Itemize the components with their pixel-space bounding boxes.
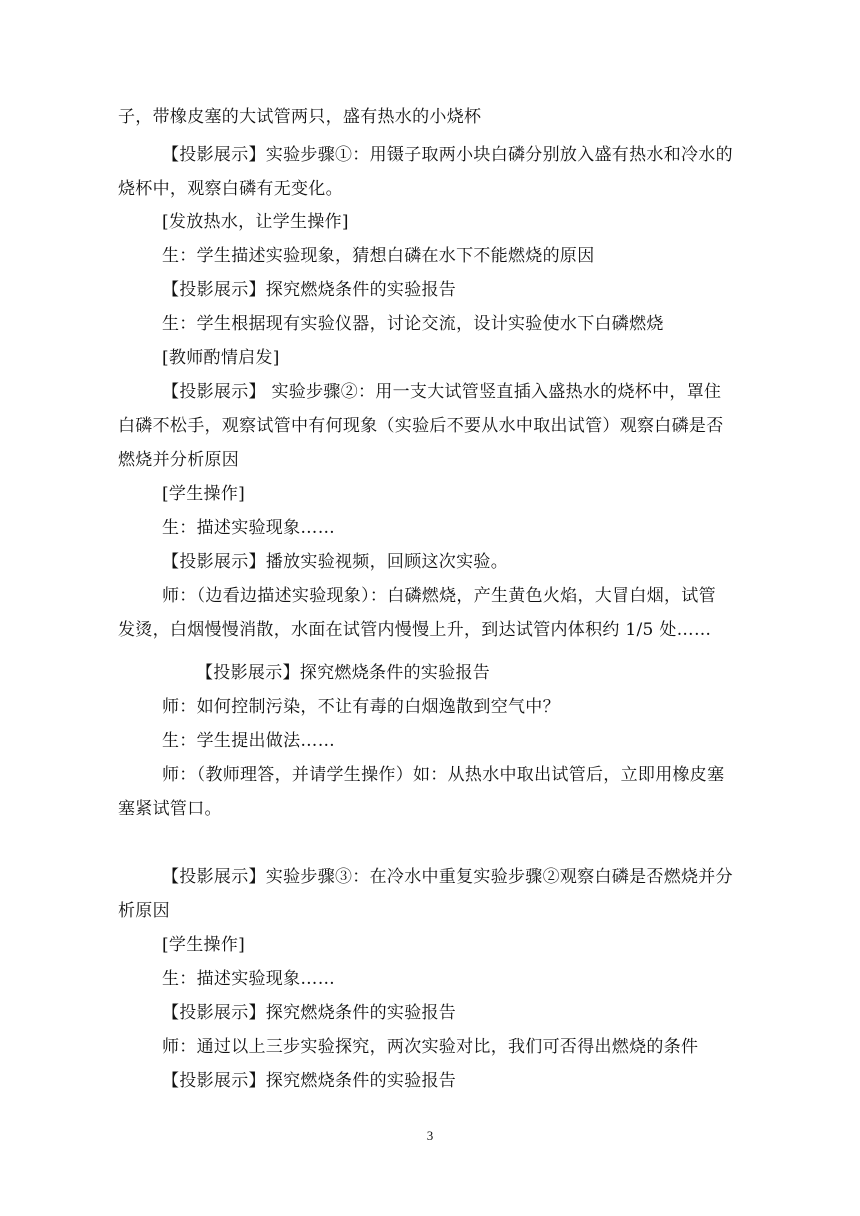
text-line: 【投影展示】播放实验视频，回顾这次实验。: [162, 552, 508, 572]
text-line: 发烫，白烟慢慢消散，水面在试管内慢慢上升，到达试管内体积约 1/5 处……: [118, 620, 712, 640]
text-line: 师：（教师理答，并请学生操作）如：从热水中取出试管后，立即用橡皮塞: [162, 765, 725, 785]
text-line: 生：描述实验现象……: [162, 518, 335, 538]
text-line: 【投影展示】实验步骤①：用镊子取两小块白磷分别放入盛有热水和冷水的: [162, 145, 733, 165]
text-line: 生：学生提出做法……: [162, 731, 335, 751]
text-line: [学生操作]: [162, 484, 246, 504]
text-line: 【投影展示】探究燃烧条件的实验报告: [162, 280, 457, 300]
text-line: 师：如何控制污染，不让有毒的白烟逸散到空气中？: [162, 697, 560, 717]
text-line: 白磷不松手，观察试管中有何现象（实验后不要从水中取出试管）观察白磷是否: [118, 416, 724, 436]
text-line: 析原因: [118, 901, 170, 921]
text-line: 师：通过以上三步实验探究，两次实验对比，我们可否得出燃烧的条件: [162, 1037, 699, 1057]
text-line: 生：学生根据现有实验仪器，讨论交流，设计实验使水下白磷燃烧: [162, 314, 664, 334]
text-line: 燃烧并分析原因: [118, 450, 240, 470]
text-line: 生：描述实验现象……: [162, 969, 335, 989]
text-line: 【投影展示】探究燃烧条件的实验报告: [196, 663, 491, 683]
text-line: [发放热水，让学生操作]: [162, 212, 349, 232]
text-line: [学生操作]: [162, 935, 246, 955]
text-line: 塞紧试管口。: [118, 799, 222, 819]
text-line: 【投影展示】实验步骤③：在冷水中重复实验步骤②观察白磷是否燃烧并分: [162, 867, 733, 887]
text-line: 【投影展示】 实验步骤②：用一支大试管竖直插入盛热水的烧杯中，罩住: [162, 382, 722, 402]
page-number: 3: [426, 1128, 434, 1143]
text-line: 师：（边看边描述实验现象）：白磷燃烧，产生黄色火焰，大冒白烟，试管: [162, 586, 716, 606]
text-line: 子，带橡皮塞的大试管两只，盛有热水的小烧杯: [118, 107, 482, 127]
text-line: 【投影展示】探究燃烧条件的实验报告: [162, 1003, 457, 1023]
text-line: 【投影展示】探究燃烧条件的实验报告: [162, 1071, 457, 1091]
text-line: [教师酌情启发]: [162, 348, 280, 368]
text-line: 烧杯中，观察白磷有无变化。: [118, 179, 343, 199]
text-line: 生：学生描述实验现象，猜想白磷在水下不能燃烧的原因: [162, 246, 595, 266]
